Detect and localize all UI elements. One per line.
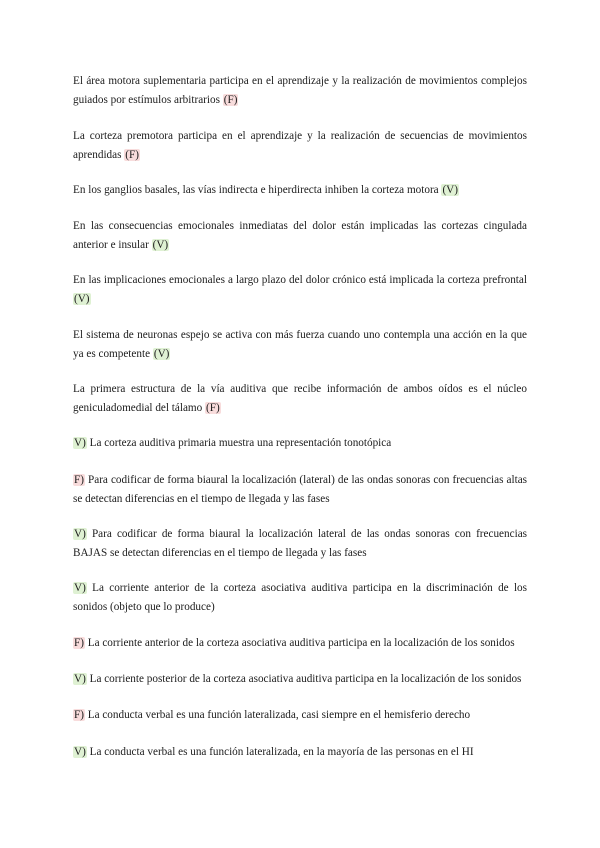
statement-text: El área motora suplementaria participa en el aprendizaje y la realización de movimientos complejos guiados por estímulos arbitrarios <box>73 75 527 106</box>
statement-9 <box>73 471 527 508</box>
answer-true-mark: (V) <box>153 347 170 360</box>
answer-true-mark: V) <box>74 582 86 594</box>
statement-text: La conducta verbal es una función lateralizada, casi siempre en el hemisferio derecho <box>87 709 471 721</box>
statement-8 <box>73 434 527 453</box>
statement-text: La primera estructura de la vía auditiva que recibe información de ambos oídos es el núcleo geniculadomedial del tálamo <box>73 383 527 414</box>
answer-true-mark: (V) <box>442 184 458 196</box>
statement-12 <box>73 634 527 653</box>
statement-text: Para codificar de forma biaural la localización lateral de las ondas sonoras con frecuencias BAJAS se detectan diferencias en el tiempo de llegada y las fases <box>73 528 528 559</box>
answer-true-mark: V) <box>74 528 86 540</box>
statement-5 <box>73 271 527 308</box>
statement-text: En las consecuencias emocionales inmediatas del dolor están implicadas las cortezas cingulada anterior e insular <box>73 220 527 251</box>
answer-true-mark: V) <box>74 746 86 758</box>
statement-13 <box>73 670 527 689</box>
statement-text: La corriente anterior de la corteza asociativa auditiva participa en la discriminación de los sonidos (objeto que lo produce) <box>73 582 527 613</box>
statement-text: En las implicaciones emocionales a largo plazo del dolor crónico está implicada la corteza prefrontal <box>73 274 527 286</box>
statement-text: La conducta verbal es una función lateralizada, en la mayoría de las personas en el HI <box>89 746 474 758</box>
answer-true-mark: (V) <box>152 238 169 251</box>
answer-false-mark: (F) <box>125 148 139 161</box>
statement-7 <box>73 380 527 417</box>
statement-text: La corriente anterior de la corteza asociativa auditiva participa en la localización de los sonidos <box>87 637 515 649</box>
statement-4 <box>73 217 527 254</box>
statement-text: La corriente posterior de la corteza asociativa auditiva participa en la localización de los sonidos <box>89 673 522 685</box>
answer-false-mark: F) <box>74 709 84 721</box>
statement-text: En los ganglios basales, las vías indirecta e hiperdirecta inhiben la corteza motora <box>73 184 439 196</box>
statement-15 <box>73 743 527 762</box>
statement-text: La corteza auditiva primaria muestra una representación tonotópica <box>89 437 392 449</box>
statement-10 <box>73 525 527 562</box>
statement-text: Para codificar de forma biaural la localización (lateral) de las ondas sonoras con frecuencias altas se detectan diferencias en el tiempo de llegada y las fases <box>73 474 528 505</box>
answer-true-mark: (V) <box>74 292 90 305</box>
statement-3 <box>73 181 527 200</box>
statement-text: El sistema de neuronas espejo se activa con más fuerza cuando uno contempla una acción en la que ya es competente <box>73 329 527 360</box>
statement-11 <box>73 579 527 616</box>
statement-6 <box>73 326 527 363</box>
answer-true-mark: V) <box>74 673 86 685</box>
statement-14 <box>73 706 527 725</box>
answer-false-mark: F) <box>74 637 84 649</box>
answer-true-mark: V) <box>74 437 86 449</box>
statement-text: La corteza premotora participa en el aprendizaje y la realización de secuencias de movimientos aprendidas <box>73 130 527 161</box>
answer-false-mark: (F) <box>223 93 238 106</box>
statement-2 <box>73 127 527 164</box>
statement-1 <box>73 72 527 109</box>
answer-false-mark: (F) <box>206 401 220 414</box>
answer-false-mark: F) <box>74 474 84 486</box>
